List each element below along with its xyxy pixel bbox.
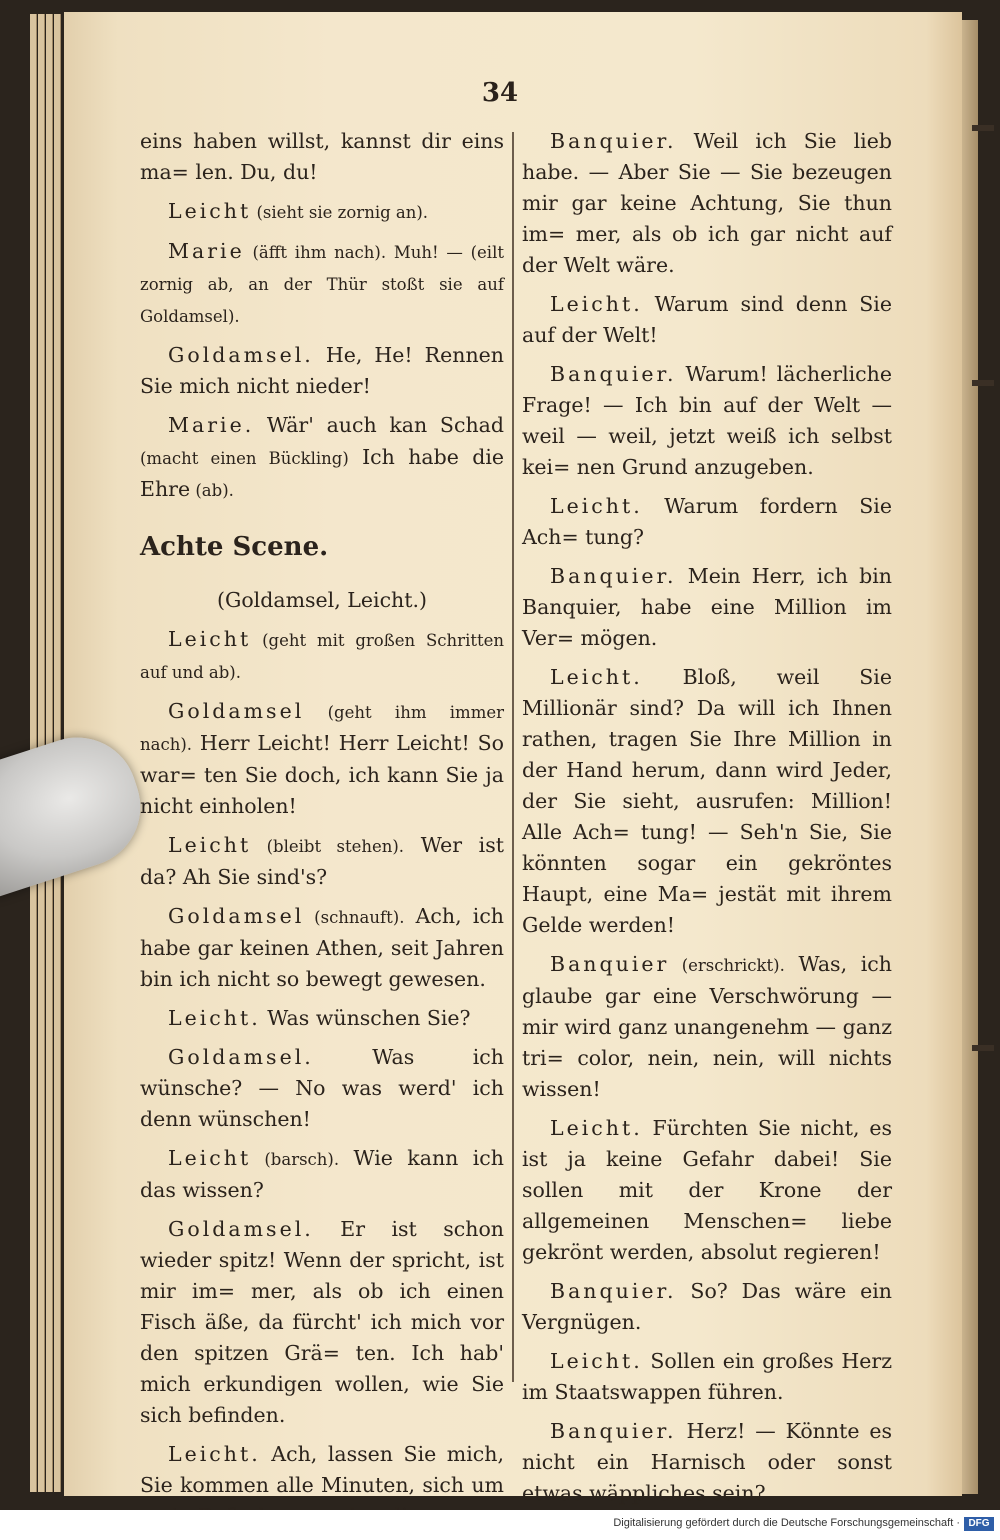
dialogue-text: Er ist schon wieder spitz! Wenn der spricht, ist mir im= mer, als ob ich einen Fisch äße, da fürcht' ich mich vor den spitzen Grä= ten. Ich hab' mich erkundigen wollen, wie Sie sich befinden. (140, 1217, 504, 1427)
page-tab-marker (972, 125, 994, 131)
right-text-column (522, 126, 892, 1517)
speaker-name: Leicht. (550, 665, 643, 689)
text-paragraph (140, 696, 504, 822)
text-paragraph (522, 1416, 892, 1509)
dfg-logo: DFG (964, 1517, 994, 1531)
dialogue-text: Warum! lächerliche Frage! — Ich bin auf der Welt — weil — weil, jetzt weiß ich selbst kei= nen Grund anzugeben. (522, 362, 892, 479)
dialogue-text: Wer ist da? Ah Sie sind's? (140, 833, 504, 889)
stage-direction-text: (geht mit großen Schritten auf und ab). (140, 631, 504, 682)
stage-direction-text: (barsch). (251, 1150, 340, 1169)
speaker-name: Leicht. (550, 494, 643, 518)
speaker-name: Goldamsel. (168, 1045, 314, 1069)
dialogue-text: Fürchten Sie nicht, es ist ja keine Gefahr dabei! Sie sollen mit der Krone der allgemeinen Menschen= liebe gekrönt werden, absolut regieren! (522, 1116, 892, 1264)
dialogue-text: (Goldamsel, Leicht.) (216, 588, 428, 612)
stage-direction-text: (geht ihm immer nach). (140, 703, 504, 754)
stage-direction-text: (ab). (190, 481, 234, 500)
dialogue-text: Ach, lassen Sie mich, Sie kommen alle Minuten, sich um (140, 1442, 504, 1497)
text-paragraph (140, 126, 504, 188)
dialogue-text: Was, ich glaube gar eine Verschwörung — mir wird ganz unangenehm — ganz tri= color, nein, nein, will nichts wissen! (522, 952, 892, 1101)
text-paragraph (140, 196, 504, 228)
speaker-name: Goldamsel (168, 699, 305, 723)
text-paragraph (522, 491, 892, 553)
left-text-column (140, 126, 504, 1540)
scene-heading (140, 532, 504, 563)
dialogue-text: Warum sind denn Sie auf der Welt! (522, 292, 892, 347)
speaker-name: Leicht. (550, 1116, 643, 1140)
text-paragraph (522, 359, 892, 483)
dialogue-text: Was ich wünsche? — No was werd' ich denn wünschen! (140, 1045, 504, 1131)
speaker-name: Banquier (550, 952, 670, 976)
dialogue-text: Mein Herr, ich bin Banquier, habe eine Million im Ver= mögen. (522, 564, 892, 650)
speaker-name: Banquier. (550, 1419, 677, 1443)
speaker-name: Leicht. (550, 292, 643, 316)
stage-direction-text: (äfft ihm nach). (244, 243, 387, 262)
speaker-name: Leicht. (550, 1349, 643, 1373)
stage-direction (140, 585, 504, 616)
dialogue-text: Wie kann ich das wissen? (140, 1146, 504, 1202)
speaker-name: Leicht (168, 1146, 252, 1170)
text-paragraph (522, 1113, 892, 1268)
footer-credit: Digitalisierung gefördert durch die Deutsche Forschungsgemeinschaft · (613, 1517, 960, 1529)
speaker-name: Marie. (168, 413, 255, 437)
page-number: 34 (481, 78, 519, 108)
text-paragraph (140, 1214, 504, 1431)
speaker-name: Goldamsel. (168, 1217, 314, 1241)
dialogue-text: Herz! — Könnte es nicht ein Harnisch oder sonst etwas wäppliches sein? (522, 1419, 892, 1505)
text-paragraph (522, 662, 892, 941)
speaker-name: Banquier. (550, 129, 677, 153)
stage-direction-text: (bleibt stehen). (251, 837, 405, 856)
speaker-name: Leicht (168, 199, 252, 223)
speaker-name: Banquier. (550, 362, 677, 386)
dialogue-text: Warum fordern Sie Ach= tung? (522, 494, 892, 549)
text-paragraph (140, 236, 504, 332)
stage-direction-text: (macht einen Bückling) (140, 449, 349, 468)
text-paragraph (140, 410, 504, 506)
text-paragraph (522, 561, 892, 654)
dialogue-text: Wär' auch kan Schad (254, 413, 504, 437)
speaker-name: Banquier. (550, 1279, 677, 1303)
text-paragraph (140, 830, 504, 893)
column-divider (512, 132, 514, 1382)
speaker-name: Leicht (168, 833, 252, 857)
text-paragraph (522, 1346, 892, 1408)
speaker-name: Marie (168, 239, 245, 263)
stage-direction-text: (sieht sie zornig an). (251, 203, 429, 222)
page-tab-marker (972, 380, 994, 386)
next-page-edge (962, 20, 978, 1494)
speaker-name: Leicht. (168, 1442, 261, 1466)
speaker-name: Leicht (168, 627, 252, 651)
stage-direction-text: (schnauft). (304, 908, 405, 927)
text-paragraph (140, 1003, 504, 1034)
dialogue-text: Weil ich Sie lieb habe. — Aber Sie — Sie bezeugen mir gar keine Achtung, Sie thun im= mer, als ob ich gar nicht auf der Welt wäre. (522, 129, 892, 277)
footer-bar (0, 1510, 1000, 1539)
dialogue-text: Was wünschen Sie? (260, 1006, 471, 1030)
dialogue-text: Ach, ich habe gar keinen Athen, seit Jahren bin ich nicht so bewegt gewesen. (140, 904, 505, 991)
dialogue-text: Achte Scene. (140, 532, 329, 562)
dialogue-text: Herr Leicht! Herr Leicht! So war= ten Sie doch, ich kann Sie ja nicht einholen! (140, 731, 504, 818)
dialogue-text: eins haben willst, kannst dir eins ma= len. Du, du! (140, 129, 504, 184)
text-paragraph (140, 901, 504, 995)
speaker-name: Banquier. (550, 564, 677, 588)
text-paragraph (140, 624, 504, 688)
text-paragraph (522, 289, 892, 351)
text-paragraph (522, 1276, 892, 1338)
dialogue-text: So? Das wäre ein Vergnügen. (522, 1279, 892, 1334)
text-paragraph (140, 1143, 504, 1206)
dialogue-text: Sollen ein großes Herz im Staatswappen führen. (522, 1349, 892, 1404)
dialogue-text: He, He! Rennen Sie mich nicht nieder! (140, 343, 504, 398)
stage-direction-text: (erschrickt). (669, 956, 785, 975)
text-paragraph (140, 1042, 504, 1135)
page-tab-marker (972, 1045, 994, 1051)
speaker-name: Goldamsel. (168, 343, 314, 367)
dialogue-text: Ich habe die Ehre (140, 445, 505, 501)
speaker-name: Goldamsel (168, 904, 305, 928)
dialogue-text: Bloß, weil Sie Millionär sind? Da will ich Ihnen rathen, tragen Sie Ihre Million in der Hand herum, dann wird Jeder, der Sie sieht, ausrufen: Million! Alle Ach= tung! — Seh'n Sie, Sie könnten sogar ein gekröntes Haupt, eine Ma= jestät mit ihrem Gelde werden! (522, 665, 892, 937)
text-paragraph (522, 949, 892, 1105)
text-paragraph (522, 126, 892, 281)
stage-direction-text: Muh! — (eilt zornig ab, an der Thür stoßt sie auf Goldamsel). (140, 243, 504, 326)
speaker-name: Leicht. (168, 1006, 261, 1030)
text-paragraph (140, 340, 504, 402)
